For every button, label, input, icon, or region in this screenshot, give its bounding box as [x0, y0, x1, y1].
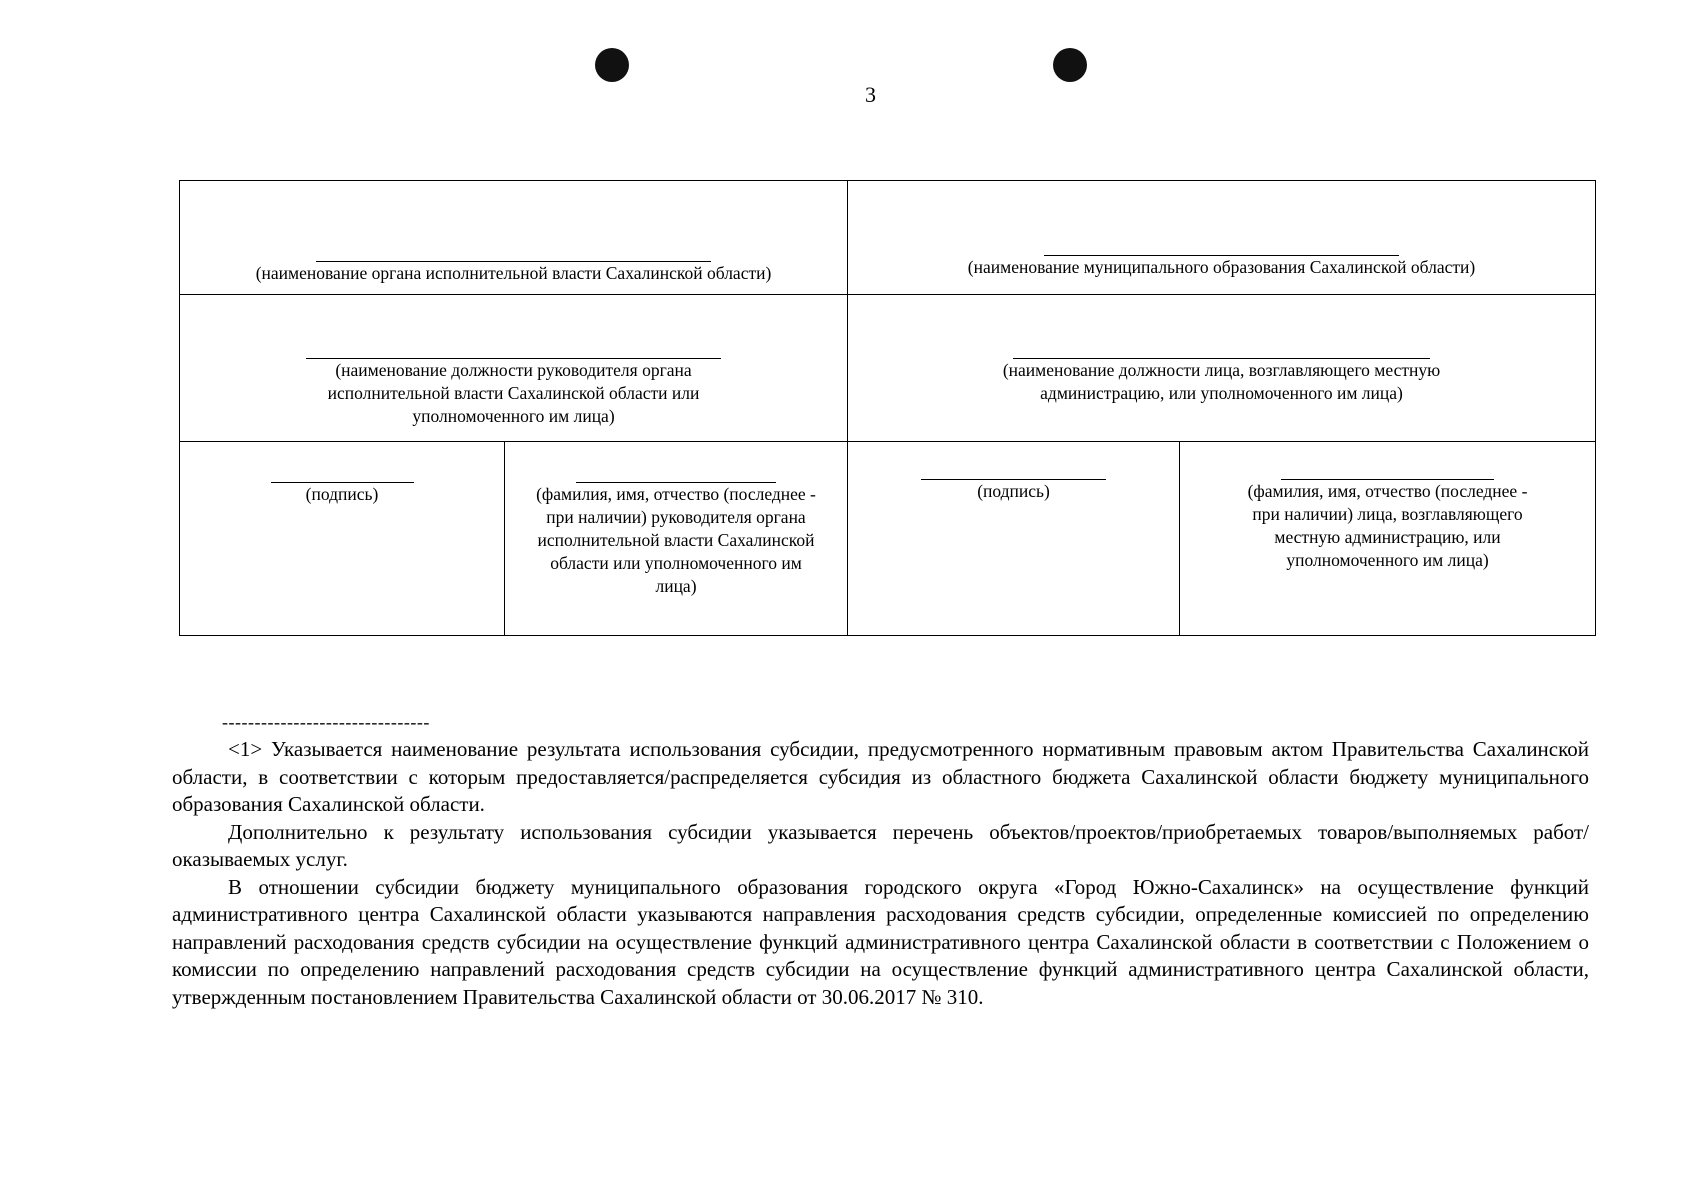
left-position-caption: (наименование должности руководителя органа исполнительной власти Сахалинской области или уполномоченного им лица) — [327, 360, 700, 426]
right-signature-caption: (подпись) — [977, 481, 1050, 501]
footnote-separator: -------------------------------- — [222, 712, 430, 732]
signature-table — [179, 180, 1596, 636]
left-org-caption: (наименование органа исполнительной власти Сахалинской области) — [255, 263, 772, 283]
right-name-caption: (фамилия, имя, отчество (последнее - при наличии) лица, возглавляющего местную администрацию, или уполномоченного им лица) — [1247, 481, 1528, 570]
right-org-cell — [848, 181, 1596, 295]
punch-hole-left — [595, 48, 629, 82]
right-org-caption: (наименование муниципального образования Сахалинской области) — [967, 257, 1476, 277]
footnote-1: <1> Указывается наименование результата использования субсидии, предусмотренного нормативным правовым актом Правительства Сахалинской области, в соответствии с которым предоставляется/распределяется субсидия из областного бюджета Сахалинской области бюджету муниципального образования Сахалинской области. — [172, 737, 1589, 816]
footnotes-block — [172, 736, 1589, 1011]
right-position-caption: (наименование должности лица, возглавляющего местную администрацию, или уполномоченного им лица) — [1002, 360, 1441, 403]
left-name-caption: (фамилия, имя, отчество (последнее - при наличии) руководителя органа исполнительной власти Сахалинской области или уполномоченного им лица) — [536, 484, 816, 596]
left-signature-caption: (подпись) — [305, 484, 379, 504]
left-org-cell — [180, 181, 848, 295]
footnote-additional: Дополнительно к результату использования субсидии указывается перечень объектов/проектов/приобретаемых товаров/выполняемых работ/оказываемых услуг. — [172, 819, 1589, 871]
punch-hole-right — [1053, 48, 1087, 82]
footnote-yuzhno-sakhalinsk: В отношении субсидии бюджету муниципального образования городского округа «Город Южно-Сахалинск» на осуществление функций административного центра Сахалинской области указываются направления расходования средств субсидии, определенные комиссией по определению направлений расходования средств субсидии на осуществление функций административного центра Сахалинской области в соответствии с Положением о комиссии по определению направлений расходования средств субсидии на осуществление функций административного центра Сахалинской области, утвержденным постановлением Правительства Сахалинской области от 30.06.2017 № 310. — [172, 874, 1589, 1009]
page-number: 3 — [865, 82, 876, 107]
